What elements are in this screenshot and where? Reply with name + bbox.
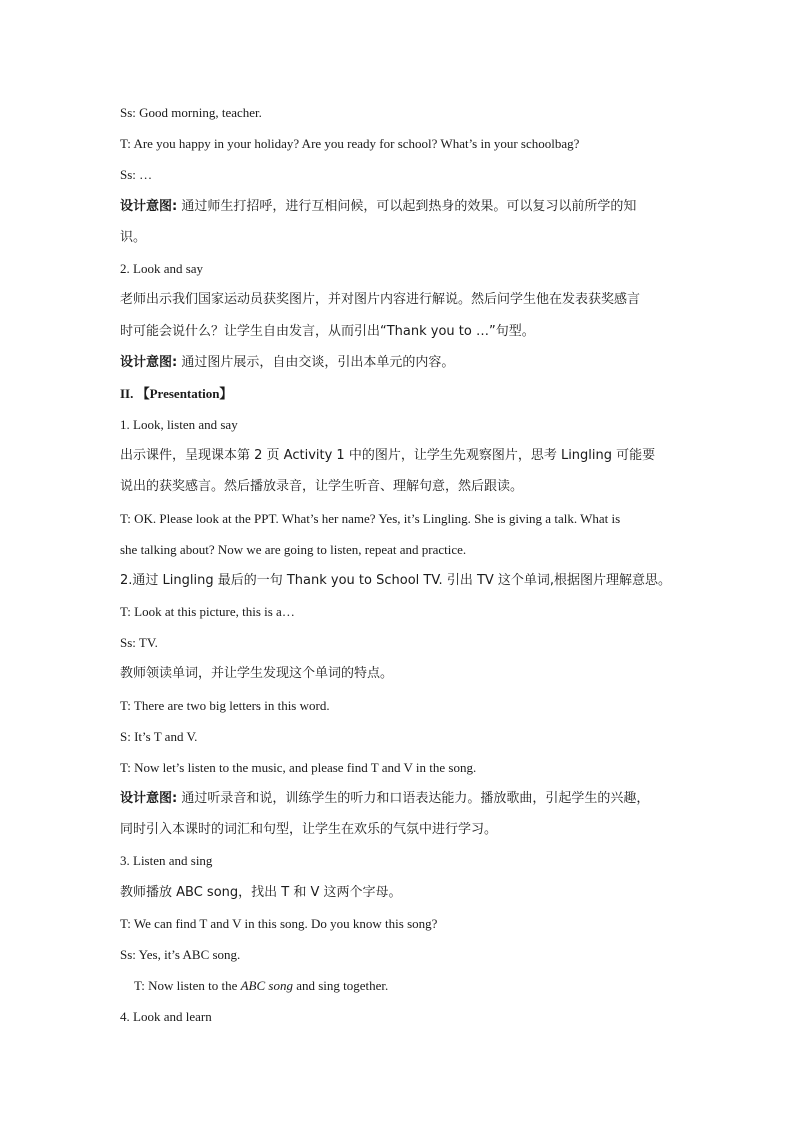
design-intent-label: 设计意图: — [120, 199, 178, 214]
paragraph-line: 时可能会说什么？让学生自由发言，从而引出“Thank you to …”句型。 — [120, 324, 535, 339]
section-heading: 2. Look and say — [120, 261, 204, 276]
section-heading: 3. Listen and sing — [120, 853, 213, 868]
section-heading: 1. Look, listen and say — [120, 417, 238, 432]
dialogue-line: S: It’s T and V. — [120, 729, 198, 744]
paragraph-line: 说出的获奖感言。然后播放录音，让学生听音、理解句意，然后跟读。 — [120, 479, 524, 494]
design-intent-paragraph — [120, 790, 680, 808]
section-heading: 4. Look and learn — [120, 1009, 212, 1024]
dialogue-line: T: OK. Please look at the PPT. What’s her name? Yes, it’s Lingling. She is giving a talk. What is — [120, 511, 621, 526]
paragraph-line: 出示课件，呈现课本第 2 页 Activity 1 中的图片，让学生先观察图片，思考 Lingling 可能要 — [120, 448, 656, 463]
song-title: ABC song — [240, 978, 293, 993]
paragraph-text: 通过听录音和说，训练学生的听力和口语表达能力。播放歌曲，引起学生的兴趣， — [177, 791, 650, 806]
paragraph-line: 同时引入本课时的词汇和句型，让学生在欢乐的气氛中进行学习。 — [120, 822, 498, 837]
dialogue-line: Ss: Yes, it’s ABC song. — [120, 947, 241, 962]
dialogue-line: T: There are two big letters in this word. — [120, 698, 330, 713]
paragraph-line: 教师领读单词，并让学生发现这个单词的特点。 — [120, 666, 394, 681]
design-intent-label: 设计意图: — [120, 355, 178, 370]
paragraph-text: 通过图片展示，自由交谈，引出本单元的内容。 — [177, 355, 455, 370]
paragraph-text: 通过师生打招呼，进行互相问候，可以起到热身的效果。可以复习以前所学的知 — [177, 199, 637, 214]
dialogue-line: Ss: … — [120, 167, 153, 182]
dialogue-line: Ss: TV. — [120, 635, 158, 650]
dialogue-line: Ss: Good morning, teacher. — [120, 105, 262, 120]
dialogue-line: T: Now let’s listen to the music, and please find T and V in the song. — [120, 760, 477, 775]
dialogue-line: T: We can find T and V in this song. Do you know this song? — [120, 916, 438, 931]
design-intent-paragraph — [120, 354, 680, 372]
design-intent-label: 设计意图: — [120, 791, 178, 806]
dialogue-line: T: Are you happy in your holiday? Are you ready for school? What’s in your schoolbag? — [120, 136, 580, 151]
paragraph-line: 教师播放 ABC song，找出 T 和 V 这两个字母。 — [120, 885, 402, 900]
paragraph-line: 2.通过 Lingling 最后的一句 Thank you to School TV. 引出 TV 这个单词,根据图片理解意思。 — [120, 573, 672, 588]
presentation-heading: II. 【Presentation】 — [120, 386, 233, 401]
dialogue-text: and sing together. — [292, 978, 389, 993]
paragraph-line: 识。 — [120, 230, 147, 245]
paragraph-line: 老师出示我们国家运动员获奖图片，并对图片内容进行解说。然后问学生他在发表获奖感言 — [120, 292, 641, 307]
dialogue-text: T: Now listen to the — [134, 978, 241, 993]
dialogue-line — [134, 977, 694, 995]
dialogue-line: T: Look at this picture, this is a… — [120, 604, 295, 619]
design-intent-paragraph — [120, 198, 680, 216]
dialogue-line: she talking about? Now we are going to listen, repeat and practice. — [120, 542, 467, 557]
